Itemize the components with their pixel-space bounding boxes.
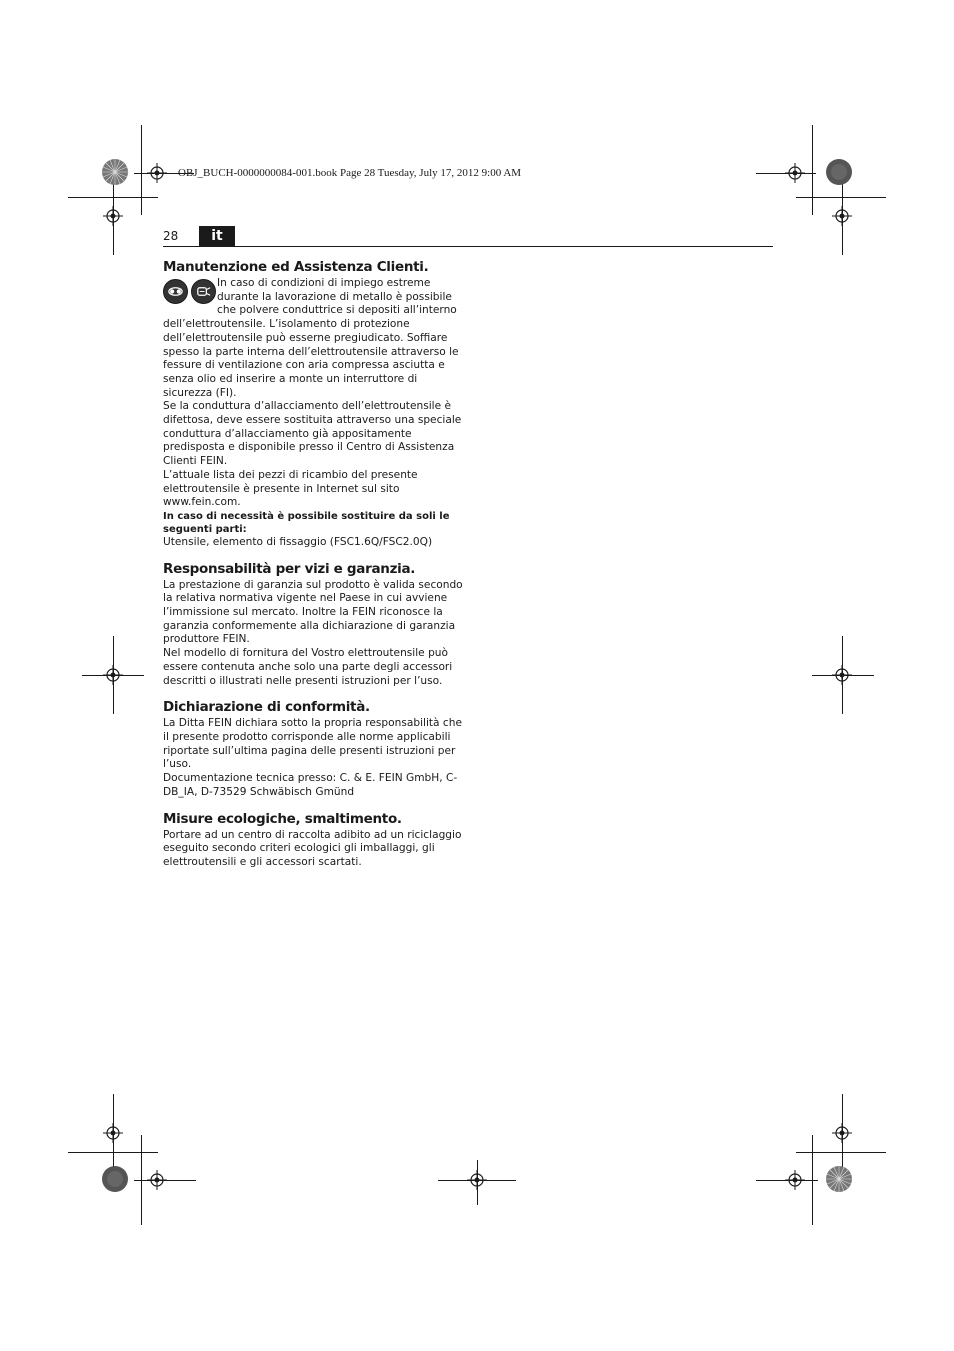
paragraph: Nel modello di fornitura del Vostro elettroutensile può essere contenuta anche solo una parte degli accessori descritti o illustrati nelle presenti istruzioni per l’uso. — [163, 647, 453, 687]
paragraph: L’attuale lista dei pezzi di ricambio del presente elettroutensile è presente in Internet sul sito www.fein.com. — [163, 468, 418, 509]
language-tab: it — [199, 226, 235, 246]
color-rosette-icon — [825, 1165, 853, 1193]
print-header: OBJ_BUCH-0000000084-001.book Page 28 Tuesday, July 17, 2012 9:00 AM — [178, 167, 522, 179]
section-ecology — [163, 810, 463, 870]
crop-mark — [796, 197, 886, 198]
section-conformity — [163, 698, 463, 799]
paragraph: La prestazione di garanzia sul prodotto è valida secondo la relativa normativa vigente nel Paese in cui avviene l’immissione sul mercato. Inoltre la FEIN riconosce la garanzia conformemente alla dichiarazione di garanzia produttore FEIN. — [163, 578, 463, 646]
crop-mark — [812, 125, 813, 215]
section-title: Responsabilità per vizi e garanzia. — [163, 560, 416, 577]
paragraph: Portare ad un centro di raccolta adibito ad un riciclaggio eseguito secondo criteri ecologici gli imballaggi, gli elettroutensili e gli accessori scartati. — [163, 828, 462, 868]
main-content — [163, 258, 463, 880]
color-rosette-icon — [101, 1165, 129, 1193]
registration-mark-icon — [103, 665, 123, 685]
crop-mark — [796, 1152, 886, 1153]
paragraph: Documentazione tecnica presso: C. & E. FEIN GmbH, C-DB_IA, D-73529 Schwäbisch Gmünd — [163, 772, 458, 798]
paragraph: Utensile, elemento di fissaggio (FSC1.6Q/FSC2.0Q) — [163, 535, 433, 548]
section-maintenance — [163, 258, 463, 550]
dust-mask-icon — [191, 279, 216, 304]
crop-mark — [141, 125, 142, 215]
paragraph: In caso di condizioni di impiego estreme durante la lavorazione di metallo è possibile che polvere conduttrice si depositi all’interno dell’elettroutensile. L’isolamento di protezione dell’elettroutensile può esserne pregiudicato. Soffiare spesso la parte interna dell’elettroutensile attraverso le fessure di ventilazione con aria compressa asciutta e senza olio ed inserire a monte un interruttore di sicurezza (FI). — [163, 277, 459, 399]
color-rosette-icon — [101, 158, 129, 186]
registration-mark-icon — [467, 1170, 487, 1190]
crop-mark — [68, 1152, 158, 1153]
registration-mark-icon — [103, 206, 123, 226]
paragraph-bold: In caso di necessità è possibile sostituire da soli le seguenti parti: — [163, 510, 450, 535]
registration-mark-icon — [147, 163, 167, 183]
section-warranty — [163, 560, 463, 689]
safety-goggles-icon — [163, 279, 188, 304]
registration-mark-icon — [785, 163, 805, 183]
registration-mark-icon — [832, 665, 852, 685]
paragraph: La Ditta FEIN dichiara sotto la propria responsabilità che il presente prodotto corrisponde alle norme applicabili riportate sull’ultima pagina delle presenti istruzioni per l’uso. — [163, 717, 462, 771]
header-rule — [163, 246, 773, 247]
registration-mark-icon — [147, 1170, 167, 1190]
section-title: Misure ecologiche, smaltimento. — [163, 810, 402, 827]
registration-mark-icon — [785, 1170, 805, 1190]
paragraph: Se la conduttura d’allacciamento dell’elettroutensile è difettosa, deve essere sostituita attraverso una speciale conduttura d’allacciamento già appositamente predisposta e disponibile presso il Centro di Assistenza Clienti FEIN. — [163, 400, 462, 468]
registration-mark-icon — [832, 1123, 852, 1143]
section-title: Dichiarazione di conformità. — [163, 699, 370, 716]
color-rosette-icon — [825, 158, 853, 186]
section-title: Manutenzione ed Assistenza Clienti. — [163, 259, 429, 275]
registration-mark-icon — [832, 206, 852, 226]
registration-mark-icon — [103, 1123, 123, 1143]
safety-icons — [163, 279, 217, 305]
page-number: 28 — [163, 229, 179, 243]
